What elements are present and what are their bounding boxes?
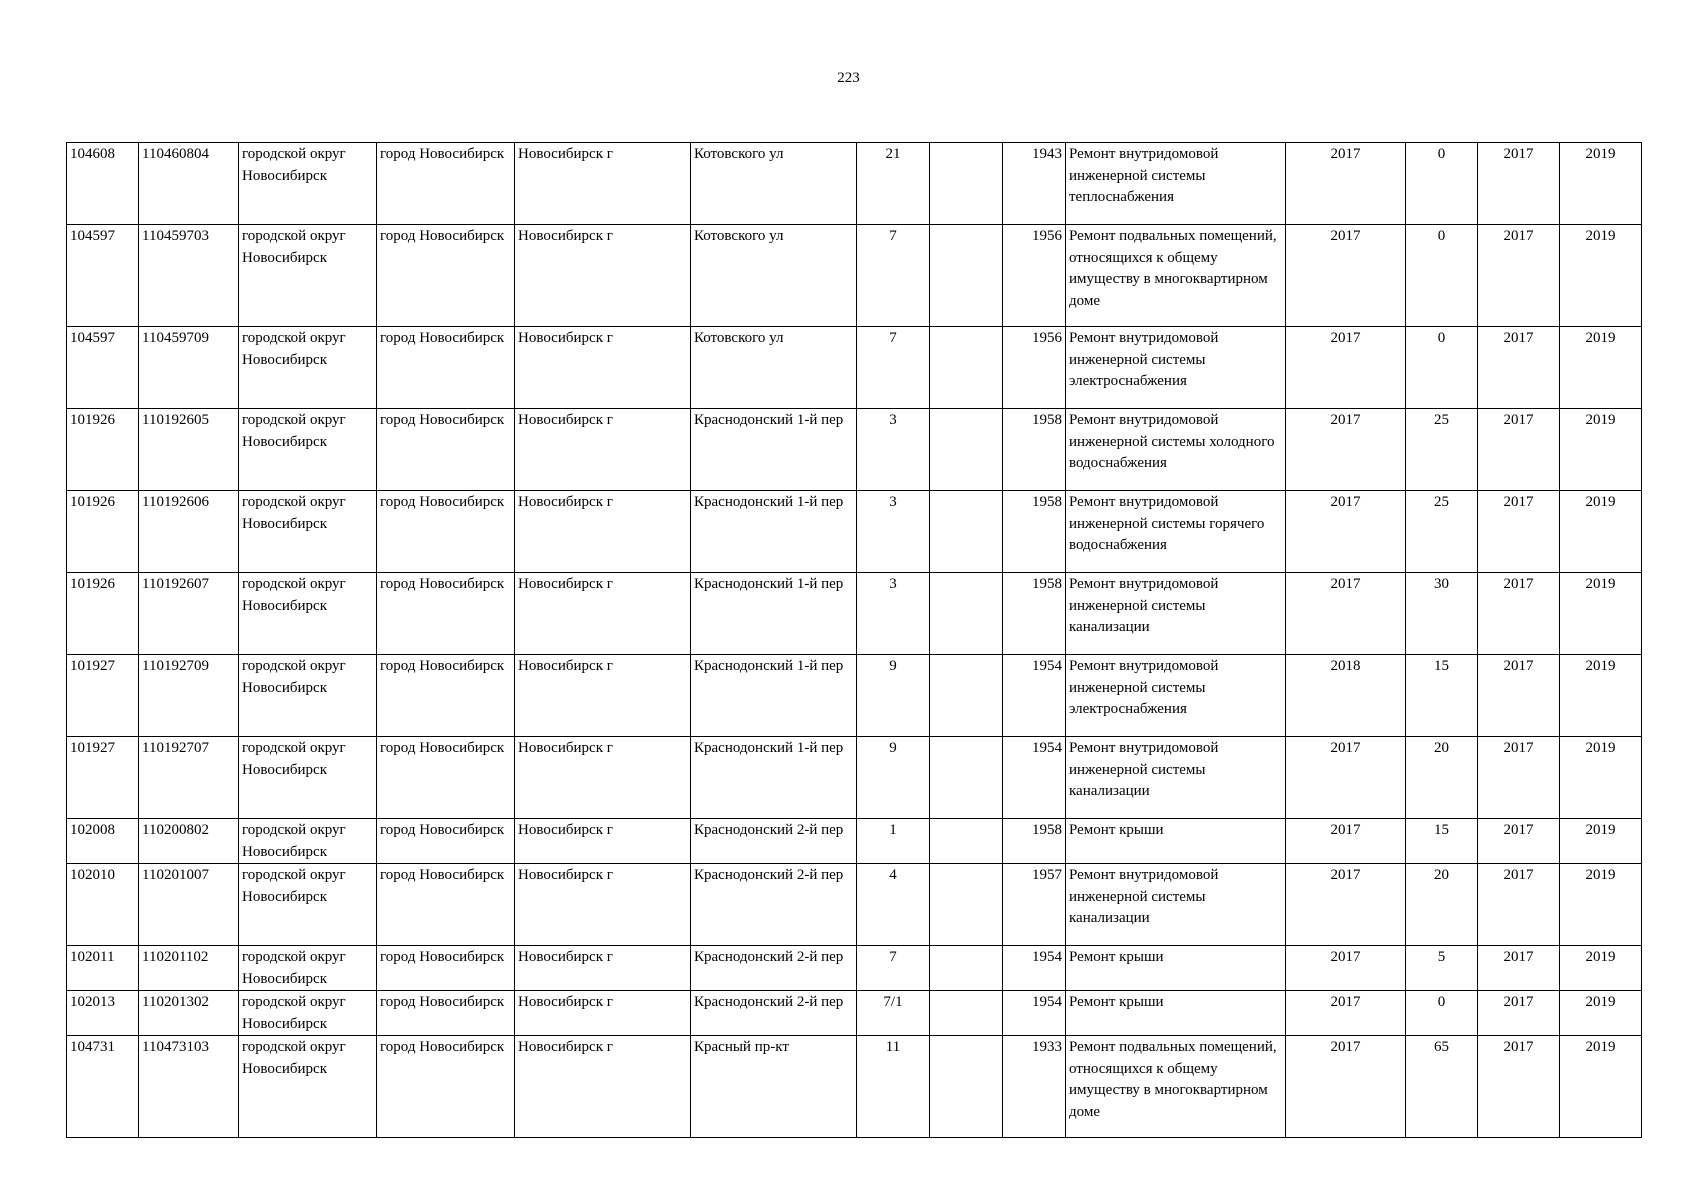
cell-work-id: 110192606 — [139, 491, 239, 573]
cell-settlement: город Новосибирск — [377, 491, 515, 573]
cell-locality: Новосибирск г — [515, 737, 691, 819]
cell-wear-percent: 30 — [1406, 573, 1478, 655]
cell-year-built: 1943 — [1003, 143, 1066, 225]
cell-work-id: 110192707 — [139, 737, 239, 819]
cell-period-start: 2017 — [1478, 327, 1560, 409]
cell-year-built: 1954 — [1003, 655, 1066, 737]
cell-settlement: город Новосибирск — [377, 327, 515, 409]
cell-municipal-district: городской округ Новосибирск — [239, 819, 377, 864]
cell-building — [930, 864, 1003, 946]
cell-settlement: город Новосибирск — [377, 864, 515, 946]
cell-locality: Новосибирск г — [515, 143, 691, 225]
table-row — [67, 143, 1642, 225]
cell-house-number: 9 — [857, 737, 930, 819]
cell-street: Краснодонский 1-й пер — [691, 491, 857, 573]
table-row — [67, 946, 1642, 991]
cell-settlement: город Новосибирск — [377, 225, 515, 327]
cell-house-number: 7/1 — [857, 991, 930, 1036]
cell-house-number: 3 — [857, 573, 930, 655]
cell-work-type: Ремонт внутридомовой инженерной системы теплоснабжения — [1066, 143, 1286, 225]
table-row — [67, 655, 1642, 737]
cell-year-built: 1954 — [1003, 737, 1066, 819]
cell-building — [930, 946, 1003, 991]
cell-period-end: 2019 — [1560, 143, 1642, 225]
cell-building — [930, 409, 1003, 491]
cell-period-end: 2019 — [1560, 573, 1642, 655]
cell-municipal-district: городской округ Новосибирск — [239, 327, 377, 409]
cell-locality: Новосибирск г — [515, 655, 691, 737]
cell-planned-year: 2017 — [1286, 991, 1406, 1036]
cell-wear-percent: 65 — [1406, 1036, 1478, 1138]
cell-building — [930, 491, 1003, 573]
cell-street: Котовского ул — [691, 327, 857, 409]
cell-municipal-district: городской округ Новосибирск — [239, 737, 377, 819]
cell-street: Краснодонский 2-й пер — [691, 991, 857, 1036]
cell-work-type: Ремонт подвальных помещений, относящихся к общему имуществу в многоквартирном доме — [1066, 1036, 1286, 1138]
cell-wear-percent: 0 — [1406, 327, 1478, 409]
cell-house-id: 104597 — [67, 327, 139, 409]
cell-planned-year: 2017 — [1286, 143, 1406, 225]
cell-planned-year: 2017 — [1286, 864, 1406, 946]
cell-house-number: 4 — [857, 864, 930, 946]
cell-locality: Новосибирск г — [515, 491, 691, 573]
cell-period-end: 2019 — [1560, 225, 1642, 327]
table-row — [67, 737, 1642, 819]
cell-work-type: Ремонт внутридомовой инженерной системы канализации — [1066, 737, 1286, 819]
cell-period-end: 2019 — [1560, 1036, 1642, 1138]
cell-street: Краснодонский 1-й пер — [691, 737, 857, 819]
cell-work-id: 110200802 — [139, 819, 239, 864]
cell-building — [930, 225, 1003, 327]
cell-work-type: Ремонт крыши — [1066, 819, 1286, 864]
cell-wear-percent: 0 — [1406, 225, 1478, 327]
cell-municipal-district: городской округ Новосибирск — [239, 409, 377, 491]
cell-street: Краснодонский 2-й пер — [691, 946, 857, 991]
cell-year-built: 1958 — [1003, 573, 1066, 655]
cell-planned-year: 2017 — [1286, 946, 1406, 991]
cell-work-type: Ремонт внутридомовой инженерной системы канализации — [1066, 573, 1286, 655]
cell-year-built: 1958 — [1003, 819, 1066, 864]
cell-building — [930, 991, 1003, 1036]
cell-year-built: 1956 — [1003, 225, 1066, 327]
cell-work-id: 110201102 — [139, 946, 239, 991]
cell-work-id: 110459703 — [139, 225, 239, 327]
cell-planned-year: 2017 — [1286, 819, 1406, 864]
cell-locality: Новосибирск г — [515, 225, 691, 327]
cell-period-end: 2019 — [1560, 327, 1642, 409]
cell-period-end: 2019 — [1560, 819, 1642, 864]
cell-period-start: 2017 — [1478, 491, 1560, 573]
cell-period-start: 2017 — [1478, 655, 1560, 737]
cell-building — [930, 819, 1003, 864]
cell-settlement: город Новосибирск — [377, 655, 515, 737]
cell-work-id: 110192605 — [139, 409, 239, 491]
cell-work-type: Ремонт внутридомовой инженерной системы горячего водоснабжения — [1066, 491, 1286, 573]
cell-street: Краснодонский 1-й пер — [691, 573, 857, 655]
registry-table — [66, 142, 1642, 1138]
cell-house-number: 11 — [857, 1036, 930, 1138]
cell-wear-percent: 5 — [1406, 946, 1478, 991]
cell-locality: Новосибирск г — [515, 864, 691, 946]
cell-house-number: 3 — [857, 409, 930, 491]
cell-municipal-district: городской округ Новосибирск — [239, 491, 377, 573]
cell-wear-percent: 20 — [1406, 737, 1478, 819]
cell-period-start: 2017 — [1478, 737, 1560, 819]
cell-period-end: 2019 — [1560, 409, 1642, 491]
table-row — [67, 225, 1642, 327]
cell-house-id: 101927 — [67, 655, 139, 737]
cell-municipal-district: городской округ Новосибирск — [239, 1036, 377, 1138]
cell-municipal-district: городской округ Новосибирск — [239, 991, 377, 1036]
cell-wear-percent: 15 — [1406, 819, 1478, 864]
cell-house-number: 21 — [857, 143, 930, 225]
cell-locality: Новосибирск г — [515, 409, 691, 491]
cell-period-start: 2017 — [1478, 573, 1560, 655]
cell-period-start: 2017 — [1478, 409, 1560, 491]
cell-municipal-district: городской округ Новосибирск — [239, 573, 377, 655]
cell-building — [930, 655, 1003, 737]
table-row — [67, 327, 1642, 409]
cell-settlement: город Новосибирск — [377, 991, 515, 1036]
cell-period-end: 2019 — [1560, 491, 1642, 573]
cell-locality: Новосибирск г — [515, 819, 691, 864]
cell-planned-year: 2017 — [1286, 225, 1406, 327]
cell-locality: Новосибирск г — [515, 1036, 691, 1138]
cell-house-id: 104731 — [67, 1036, 139, 1138]
cell-work-type: Ремонт подвальных помещений, относящихся к общему имуществу в многоквартирном доме — [1066, 225, 1286, 327]
cell-period-start: 2017 — [1478, 225, 1560, 327]
cell-municipal-district: городской округ Новосибирск — [239, 655, 377, 737]
cell-work-id: 110192607 — [139, 573, 239, 655]
cell-settlement: город Новосибирск — [377, 1036, 515, 1138]
cell-settlement: город Новосибирск — [377, 819, 515, 864]
cell-wear-percent: 25 — [1406, 491, 1478, 573]
table-row — [67, 819, 1642, 864]
cell-house-id: 102010 — [67, 864, 139, 946]
cell-street: Красный пр-кт — [691, 1036, 857, 1138]
cell-street: Котовского ул — [691, 225, 857, 327]
cell-house-number: 3 — [857, 491, 930, 573]
cell-year-built: 1957 — [1003, 864, 1066, 946]
cell-work-type: Ремонт крыши — [1066, 946, 1286, 991]
cell-locality: Новосибирск г — [515, 573, 691, 655]
cell-period-end: 2019 — [1560, 946, 1642, 991]
cell-period-start: 2017 — [1478, 946, 1560, 991]
table-row — [67, 491, 1642, 573]
cell-settlement: город Новосибирск — [377, 143, 515, 225]
table-row — [67, 1036, 1642, 1138]
cell-work-id: 110460804 — [139, 143, 239, 225]
cell-house-id: 101926 — [67, 573, 139, 655]
cell-settlement: город Новосибирск — [377, 946, 515, 991]
cell-year-built: 1933 — [1003, 1036, 1066, 1138]
cell-year-built: 1954 — [1003, 946, 1066, 991]
cell-work-type: Ремонт внутридомовой инженерной системы электроснабжения — [1066, 327, 1286, 409]
cell-building — [930, 143, 1003, 225]
cell-settlement: город Новосибирск — [377, 409, 515, 491]
cell-building — [930, 327, 1003, 409]
cell-period-end: 2019 — [1560, 864, 1642, 946]
cell-period-end: 2019 — [1560, 991, 1642, 1036]
cell-period-end: 2019 — [1560, 655, 1642, 737]
cell-building — [930, 1036, 1003, 1138]
cell-work-id: 110201007 — [139, 864, 239, 946]
cell-house-id: 102011 — [67, 946, 139, 991]
cell-planned-year: 2017 — [1286, 1036, 1406, 1138]
cell-street: Краснодонский 1-й пер — [691, 409, 857, 491]
cell-locality: Новосибирск г — [515, 991, 691, 1036]
cell-house-number: 7 — [857, 225, 930, 327]
table-row — [67, 864, 1642, 946]
cell-work-id: 110473103 — [139, 1036, 239, 1138]
table-row — [67, 573, 1642, 655]
cell-building — [930, 573, 1003, 655]
cell-locality: Новосибирск г — [515, 946, 691, 991]
cell-locality: Новосибирск г — [515, 327, 691, 409]
cell-house-number: 9 — [857, 655, 930, 737]
cell-municipal-district: городской округ Новосибирск — [239, 225, 377, 327]
cell-street: Краснодонский 2-й пер — [691, 864, 857, 946]
cell-work-type: Ремонт внутридомовой инженерной системы холодного водоснабжения — [1066, 409, 1286, 491]
cell-house-id: 101926 — [67, 491, 139, 573]
cell-municipal-district: городской округ Новосибирск — [239, 946, 377, 991]
cell-period-start: 2017 — [1478, 143, 1560, 225]
cell-settlement: город Новосибирск — [377, 573, 515, 655]
cell-house-id: 104597 — [67, 225, 139, 327]
cell-period-end: 2019 — [1560, 737, 1642, 819]
cell-year-built: 1958 — [1003, 491, 1066, 573]
cell-house-id: 102008 — [67, 819, 139, 864]
cell-planned-year: 2018 — [1286, 655, 1406, 737]
cell-municipal-district: городской округ Новосибирск — [239, 143, 377, 225]
cell-planned-year: 2017 — [1286, 491, 1406, 573]
cell-house-id: 101926 — [67, 409, 139, 491]
cell-wear-percent: 15 — [1406, 655, 1478, 737]
cell-work-id: 110201302 — [139, 991, 239, 1036]
cell-wear-percent: 25 — [1406, 409, 1478, 491]
cell-work-id: 110459709 — [139, 327, 239, 409]
page-number: 223 — [837, 70, 860, 86]
cell-street: Котовского ул — [691, 143, 857, 225]
cell-house-number: 7 — [857, 946, 930, 991]
cell-work-type: Ремонт внутридомовой инженерной системы электроснабжения — [1066, 655, 1286, 737]
cell-work-type: Ремонт крыши — [1066, 991, 1286, 1036]
cell-period-start: 2017 — [1478, 1036, 1560, 1138]
table-row — [67, 991, 1642, 1036]
cell-work-id: 110192709 — [139, 655, 239, 737]
cell-wear-percent: 0 — [1406, 991, 1478, 1036]
cell-period-start: 2017 — [1478, 991, 1560, 1036]
cell-planned-year: 2017 — [1286, 409, 1406, 491]
table-row — [67, 409, 1642, 491]
cell-period-start: 2017 — [1478, 864, 1560, 946]
cell-settlement: город Новосибирск — [377, 737, 515, 819]
cell-house-number: 1 — [857, 819, 930, 864]
cell-house-id: 101927 — [67, 737, 139, 819]
cell-wear-percent: 20 — [1406, 864, 1478, 946]
cell-street: Краснодонский 2-й пер — [691, 819, 857, 864]
table-body — [67, 143, 1642, 1138]
cell-building — [930, 737, 1003, 819]
cell-period-start: 2017 — [1478, 819, 1560, 864]
cell-house-id: 102013 — [67, 991, 139, 1036]
cell-wear-percent: 0 — [1406, 143, 1478, 225]
cell-planned-year: 2017 — [1286, 327, 1406, 409]
cell-year-built: 1958 — [1003, 409, 1066, 491]
cell-street: Краснодонский 1-й пер — [691, 655, 857, 737]
cell-planned-year: 2017 — [1286, 737, 1406, 819]
cell-house-id: 104608 — [67, 143, 139, 225]
cell-municipal-district: городской округ Новосибирск — [239, 864, 377, 946]
cell-house-number: 7 — [857, 327, 930, 409]
cell-work-type: Ремонт внутридомовой инженерной системы канализации — [1066, 864, 1286, 946]
cell-planned-year: 2017 — [1286, 573, 1406, 655]
cell-year-built: 1956 — [1003, 327, 1066, 409]
cell-year-built: 1954 — [1003, 991, 1066, 1036]
